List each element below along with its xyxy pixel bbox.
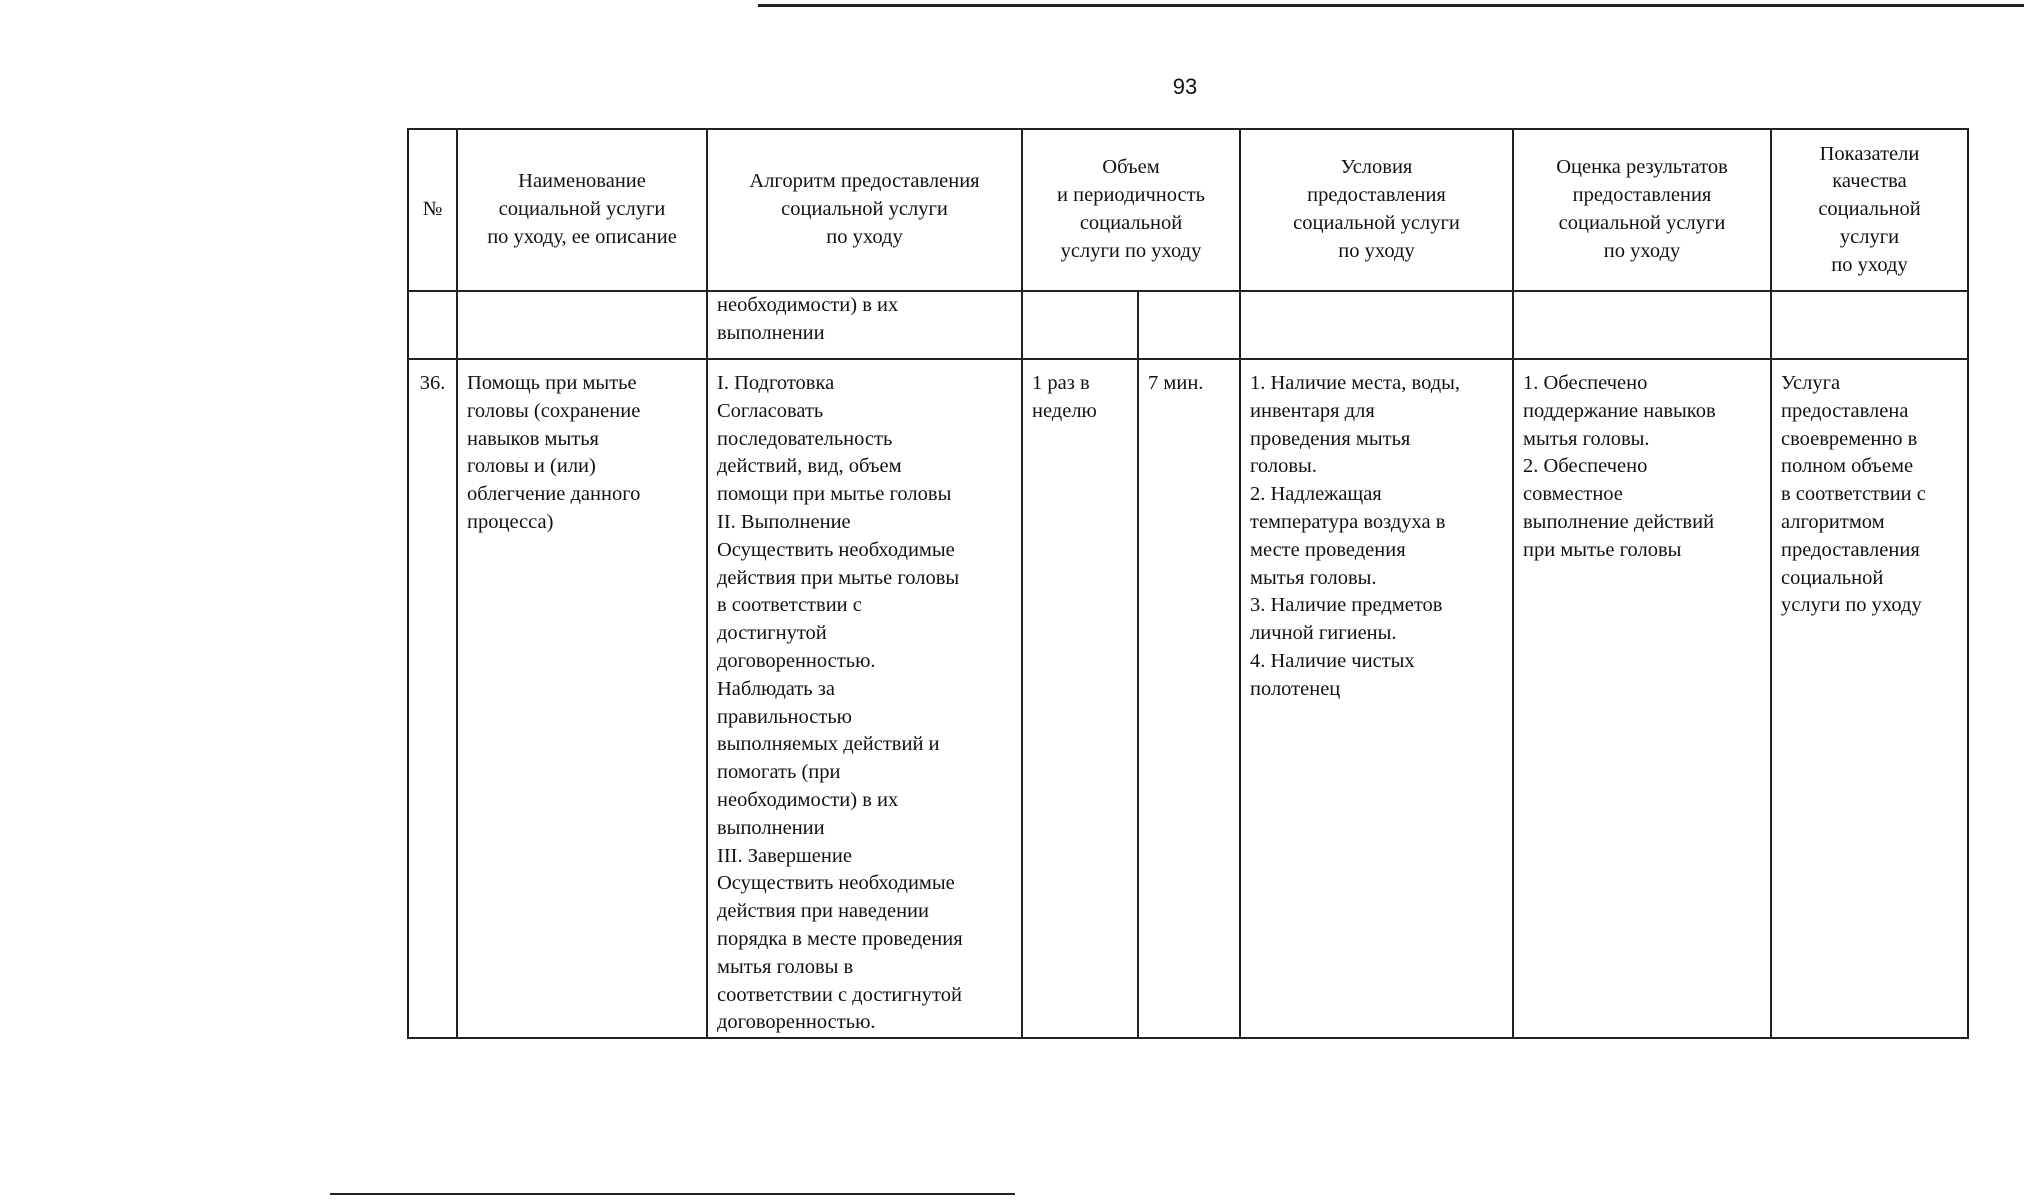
services-table [407, 128, 1969, 1039]
cell-empty [1240, 291, 1513, 359]
cell-empty [457, 291, 707, 359]
header-evaluation: Оценка результатов предоставления социальной услуги по уходу [1513, 129, 1771, 291]
cell-empty [1771, 291, 1968, 359]
cell-algorithm-continuation: необходимости) в их выполнении [707, 291, 1022, 359]
cell-service-name: Помощь при мытье головы (сохранение навыков мытья головы и (или) облегчение данного процесса) [457, 359, 707, 1038]
cell-quality: Услуга предоставлена своевременно в полном объеме в соответствии с алгоритмом предоставления социальной услуги по уходу [1771, 359, 1968, 1038]
cell-algorithm: I. Подготовка Согласовать последовательность действий, вид, объем помощи при мытье головы II. Выполнение Осуществить необходимые действия при мытье головы в соответствии с достигнутой договоренностью. Наблюдать за правильностью выполняемых действий и помогать (при необходимости) в их выполнении III. Завершение Осуществить необходимые действия при наведении порядка в месте проведения мытья головы в соответствии с достигнутой договоренностью. [707, 359, 1022, 1038]
table-header-row [408, 129, 1968, 291]
cell-empty [1138, 291, 1240, 359]
cell-empty [408, 291, 457, 359]
header-quality: Показатели качества социальной услуги по уходу [1771, 129, 1968, 291]
cell-number: 36. [408, 359, 457, 1038]
page-number: 93 [1172, 74, 1198, 99]
table-row-continuation [408, 291, 1968, 359]
header-algorithm: Алгоритм предоставления социальной услуги по уходу [707, 129, 1022, 291]
cell-conditions: 1. Наличие места, воды, инвентаря для проведения мытья головы. 2. Надлежащая температура воздуха в месте проведения мытья головы. 3. Наличие предметов личной гигиены. 4. Наличие чистых полотенец [1240, 359, 1513, 1038]
cell-duration: 7 мин. [1138, 359, 1240, 1038]
header-volume-frequency: Объем и периодичность социальной услуги по уходу [1022, 129, 1240, 291]
cell-empty [1022, 291, 1138, 359]
cell-frequency: 1 раз в неделю [1022, 359, 1138, 1038]
header-number: № [408, 129, 457, 291]
cell-evaluation: 1. Обеспечено поддержание навыков мытья головы. 2. Обеспечено совместное выполнение действий при мытье головы [1513, 359, 1771, 1038]
bottom-rule [330, 1193, 1015, 1195]
header-service-name: Наименование социальной услуги по уходу, ее описание [457, 129, 707, 291]
table-row [408, 359, 1968, 1038]
top-rule [758, 4, 2024, 7]
header-conditions: Условия предоставления социальной услуги по уходу [1240, 129, 1513, 291]
cell-empty [1513, 291, 1771, 359]
